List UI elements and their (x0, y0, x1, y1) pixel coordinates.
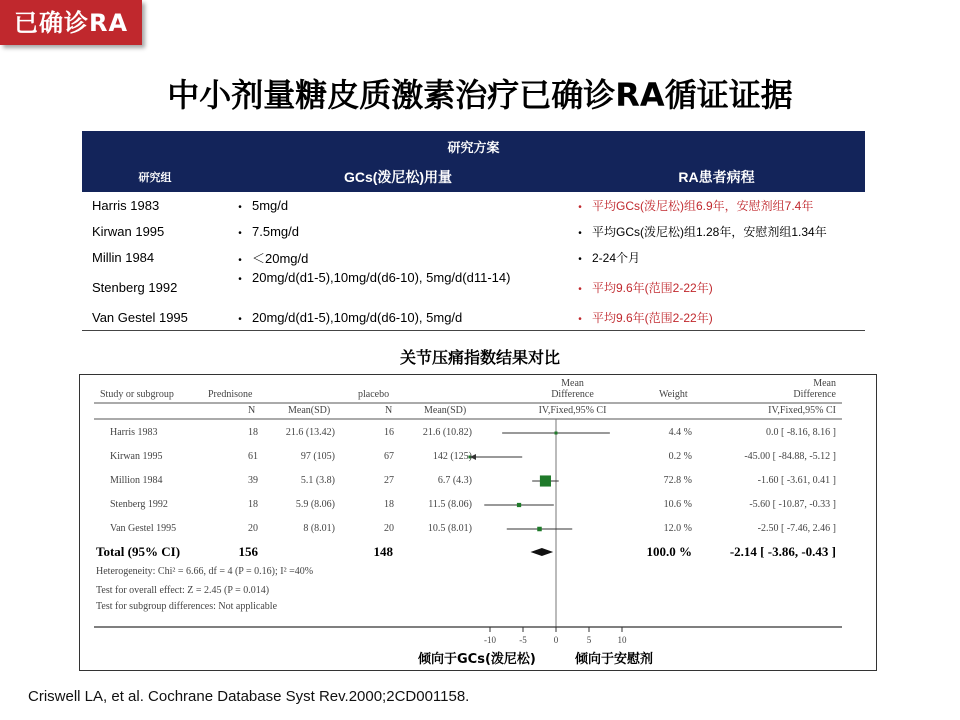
hdr-prednisone: Prednisone (208, 389, 253, 400)
weight-value: 72.8 % (663, 475, 692, 486)
axis-tick-label: 0 (553, 635, 559, 645)
hdr-n1: N (248, 405, 256, 416)
total-n1: 156 (238, 544, 258, 559)
table-row (82, 192, 865, 218)
mean-sd-pred: 21.6 (13.42) (285, 427, 335, 438)
forest-plot-title: 关节压痛指数结果对比 (399, 348, 560, 367)
page-title: 中小剂量糖皮质激素治疗已确诊RA循证证据 (167, 76, 793, 114)
bullet: • (578, 313, 582, 325)
bullet: • (238, 201, 242, 213)
mean-sd-placebo: 11.5 (8.06) (428, 499, 472, 510)
course-text: 2-24个月 (592, 250, 641, 265)
mean-sd-placebo: 6.7 (4.3) (437, 475, 472, 486)
n-pred: 39 (248, 475, 258, 486)
total-label: Total (95% CI) (96, 544, 181, 559)
course-text: 平均GCs(泼尼松)组1.28年，安慰剂组1.34年 (592, 224, 827, 239)
mean-sd-pred: 8 (8.01) (303, 523, 335, 534)
study-name: Harris 1983 (92, 197, 160, 213)
n-placebo: 20 (384, 523, 394, 534)
dose-text: 20mg/d(d1-5),10mg/d(d6-10), 5mg/d (252, 309, 463, 325)
hdr-md-line2: Difference (551, 389, 594, 400)
hdr-n2: N (385, 405, 393, 416)
course-cell (568, 304, 865, 331)
dose-cell (228, 218, 568, 244)
hdr-mean1: Mean(SD) (288, 405, 331, 416)
md-ci-value: -5.60 [ -10.87, -0.33 ] (749, 499, 836, 510)
forest-plot (79, 374, 877, 671)
course-cell (568, 218, 865, 244)
mean-sd-placebo: 142 (125) (432, 451, 472, 462)
dose-cell (228, 192, 568, 218)
course-cell (568, 270, 865, 304)
hdr-md2-ci: IV,Fixed,95% CI (768, 405, 836, 416)
heterogeneity-text: Heterogeneity: Chi² = 6.66, df = 4 (P = 0.16); I² =40% (96, 566, 314, 577)
mean-sd-pred: 97 (105) (300, 451, 335, 462)
hdr-weight: Weight (659, 389, 688, 400)
total-ci: -2.14 [ -3.86, -0.43 ] (729, 544, 836, 559)
dose-text: 20mg/d(d1-5),10mg/d(d6-10), 5mg/d(d11-14) (252, 270, 511, 285)
axis-tick-label: -10 (484, 635, 496, 645)
study-name: Van Gestel 1995 (110, 523, 177, 534)
dose-text: 7.5mg/d (252, 223, 299, 239)
hdr-md2-line2: Difference (793, 389, 836, 400)
dose-cell (228, 304, 568, 331)
md-ci-value: -45.00 [ -84.88, -5.12 ] (744, 451, 836, 462)
protocol-header: 研究方案 (82, 131, 865, 162)
bullet: • (578, 227, 582, 239)
weight-value: 0.2 % (668, 451, 692, 462)
n-placebo: 16 (384, 427, 394, 438)
dose-text: 5mg/d (252, 197, 289, 213)
mean-sd-placebo: 10.5 (8.01) (427, 523, 472, 534)
dose-cell (228, 244, 568, 270)
study-square (517, 503, 521, 507)
protocol-table (82, 131, 865, 331)
subgroup-text: Test for subgroup differences: Not applicable (96, 601, 278, 612)
bullet: • (238, 227, 242, 239)
study-name: Stenberg 1992 (92, 279, 178, 295)
axis-tick-label: -5 (519, 635, 527, 645)
course-text: 平均9.6年(范围2-22年) (592, 280, 713, 295)
weight-value: 12.0 % (663, 523, 692, 534)
md-ci-value: 0.0 [ -8.16, 8.16 ] (766, 427, 836, 438)
course-text: 平均9.6年(范围2-22年) (592, 310, 713, 325)
section-tag: 已确诊RA (0, 0, 142, 45)
study-name: Stenberg 1992 (110, 499, 168, 510)
md-ci-value: -1.60 [ -3.61, 0.41 ] (757, 475, 836, 486)
table-row (82, 304, 865, 331)
hdr-md-ci: IV,Fixed,95% CI (538, 405, 607, 416)
weight-value: 4.4 % (668, 427, 692, 438)
mean-sd-pred: 5.9 (8.06) (295, 499, 335, 510)
favours-right-label: 倾向于安慰剂 (575, 652, 654, 667)
mean-sd-pred: 5.1 (3.8) (300, 475, 335, 486)
table-row (82, 218, 865, 244)
hdr-placebo: placebo (358, 389, 390, 400)
bullet: • (238, 254, 242, 266)
study-name: Kirwan 1995 (92, 223, 165, 239)
favours-left-label: 倾向于GCs(泼尼松) (418, 652, 536, 667)
bullet: • (578, 201, 582, 213)
axis-tick-label: 10 (617, 635, 627, 645)
col-group-header: 研究组 (82, 162, 228, 192)
hdr-study: Study or subgroup (100, 389, 174, 400)
study-square (537, 527, 542, 532)
n-pred: 20 (248, 523, 258, 534)
course-text: 平均GCs(泼尼松)组6.9年，安慰剂组7.4年 (592, 198, 814, 213)
total-weight: 100.0 % (646, 544, 692, 559)
n-pred: 18 (248, 427, 258, 438)
study-square (540, 475, 551, 486)
mean-sd-placebo: 21.6 (10.82) (422, 427, 472, 438)
n-placebo: 27 (384, 475, 394, 486)
n-placebo: 18 (384, 499, 394, 510)
dose-cell (228, 270, 568, 304)
total-diamond (531, 548, 554, 556)
study-square (555, 432, 558, 435)
n-pred: 61 (248, 451, 258, 462)
course-cell (568, 244, 865, 270)
study-name: Millin 1984 (92, 249, 155, 265)
study-name: Van Gestel 1995 (82, 304, 228, 331)
weight-value: 10.6 % (663, 499, 692, 510)
n-placebo: 67 (384, 451, 394, 462)
bullet: • (238, 313, 242, 325)
study-name: Million 1984 (110, 475, 163, 486)
hdr-mean2: Mean(SD) (424, 405, 467, 416)
overall-effect-text: Test for overall effect: Z = 2.45 (P = 0.014) (96, 585, 270, 596)
axis-tick-label: 5 (586, 635, 592, 645)
bullet: • (578, 283, 582, 295)
dose-text: ＜20mg/d (252, 250, 309, 266)
bullet: • (238, 274, 242, 285)
hdr-md2-line1: Mean (813, 378, 836, 389)
table-row (82, 270, 865, 304)
total-n2: 148 (373, 544, 393, 559)
n-pred: 18 (248, 499, 258, 510)
table-row (82, 244, 865, 270)
col-dose-header: GCs(泼尼松)用量 (228, 162, 568, 192)
col-course-header: RA患者病程 (568, 162, 865, 192)
citation: Criswell LA, et al. Cochrane Database Syst Rev.2000;2CD001158. (28, 688, 470, 705)
hdr-md-line1: Mean (561, 378, 584, 389)
study-name: Kirwan 1995 (110, 451, 163, 462)
md-ci-value: -2.50 [ -7.46, 2.46 ] (757, 523, 836, 534)
course-cell (568, 192, 865, 218)
bullet: • (578, 253, 582, 265)
study-name: Harris 1983 (110, 427, 158, 438)
